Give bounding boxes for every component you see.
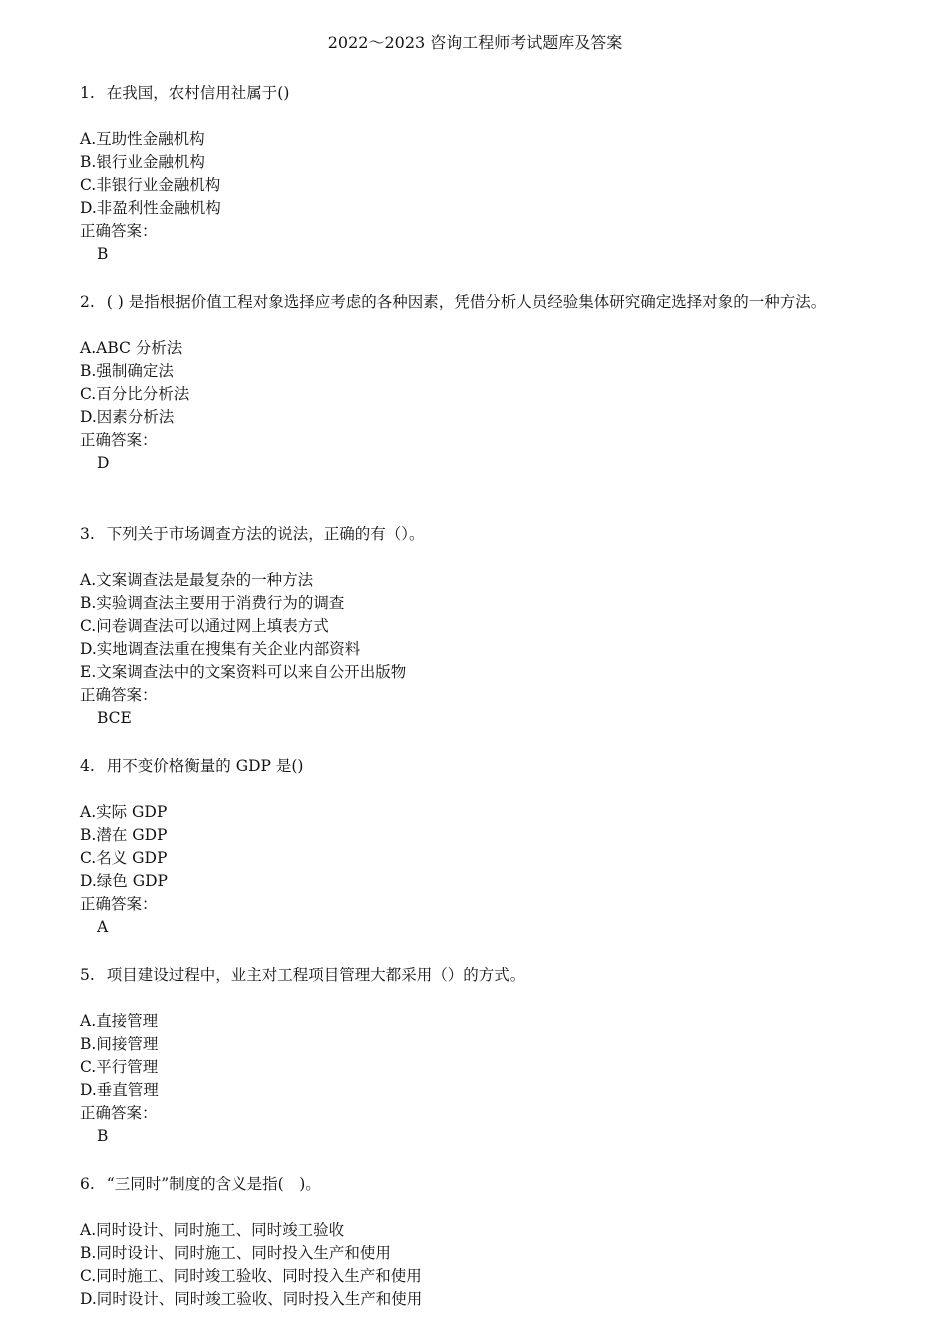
option-e: E.文案调查法中的文案资料可以来自公开出版物: [80, 663, 407, 681]
answer-label: 正确答案：: [80, 431, 158, 449]
question-6: [80, 1173, 870, 1311]
question-text: “三同时”制度的含义是指( )。: [106, 1175, 321, 1193]
option-b: B.强制确定法: [80, 362, 174, 380]
question-stem: [80, 291, 870, 314]
answer-value: D: [97, 454, 110, 472]
option-a: A.互助性金融机构: [80, 130, 205, 148]
question-text: 下列关于市场调查方法的说法，正确的有（）。: [106, 525, 425, 543]
answer-value: BCE: [97, 709, 132, 727]
question-text: ( ) 是指根据价值工程对象选择应考虑的各种因素，凭借分析人员经验集体研究确定选择对象的一种方法。: [106, 293, 827, 311]
option-a: A.文案调查法是最复杂的一种方法: [80, 571, 314, 589]
question-text: 在我国，农村信用社属于(): [106, 84, 290, 102]
question-5: [80, 964, 870, 1148]
question-stem: [80, 1173, 870, 1196]
answer-value: B: [97, 245, 109, 263]
question-1: [80, 82, 870, 266]
option-b: B.同时设计、同时施工、同时投入生产和使用: [80, 1244, 391, 1262]
option-b: B.潜在 GDP: [80, 826, 168, 844]
option-c: C.名义 GDP: [80, 849, 168, 867]
question-2: [80, 291, 870, 475]
option-a: A.直接管理: [80, 1012, 159, 1030]
question-stem: [80, 82, 870, 105]
question-stem: [80, 755, 870, 778]
option-d: D.垂直管理: [80, 1081, 159, 1099]
option-a: A.实际 GDP: [80, 803, 168, 821]
question-number: 1.: [80, 84, 95, 102]
answer-value: B: [97, 1127, 109, 1145]
answer-label: 正确答案：: [80, 895, 158, 913]
option-c: C.平行管理: [80, 1058, 159, 1076]
question-number: 6.: [80, 1175, 95, 1193]
answer-value: A: [97, 918, 109, 936]
option-c: C.同时施工、同时竣工验收、同时投入生产和使用: [80, 1267, 422, 1285]
question-number: 5.: [80, 966, 95, 984]
question-text: 项目建设过程中，业主对工程项目管理大都采用（）的方式。: [106, 966, 526, 984]
answer-label: 正确答案：: [80, 1104, 158, 1122]
question-number: 4.: [80, 757, 95, 775]
option-c: C.问卷调查法可以通过网上填表方式: [80, 617, 329, 635]
option-d: D.实地调查法重在搜集有关企业内部资料: [80, 640, 361, 658]
option-a: A.ABC 分析法: [80, 339, 183, 357]
answer-label: 正确答案：: [80, 686, 158, 704]
answer-label: 正确答案：: [80, 222, 158, 240]
question-number: 3.: [80, 525, 95, 543]
option-a: A.同时设计、同时施工、同时竣工验收: [80, 1221, 345, 1239]
question-stem: [80, 964, 870, 987]
option-d: D.绿色 GDP: [80, 872, 168, 890]
option-d: D.同时设计、同时竣工验收、同时投入生产和使用: [80, 1290, 423, 1308]
document-title: 2022～2023 咨询工程师考试题库及答案: [327, 33, 623, 52]
option-c: C.非银行业金融机构: [80, 176, 221, 194]
option-c: C.百分比分析法: [80, 385, 190, 403]
option-b: B.实验调查法主要用于消费行为的调查: [80, 594, 345, 612]
question-stem: [80, 523, 870, 546]
option-d: D.因素分析法: [80, 408, 175, 426]
option-d: D.非盈利性金融机构: [80, 199, 221, 217]
question-text: 用不变价格衡量的 GDP 是(): [106, 757, 304, 775]
question-3: [80, 523, 870, 730]
option-b: B.间接管理: [80, 1035, 159, 1053]
question-4: [80, 755, 870, 939]
question-number: 2.: [80, 293, 95, 311]
option-b: B.银行业金融机构: [80, 153, 205, 171]
